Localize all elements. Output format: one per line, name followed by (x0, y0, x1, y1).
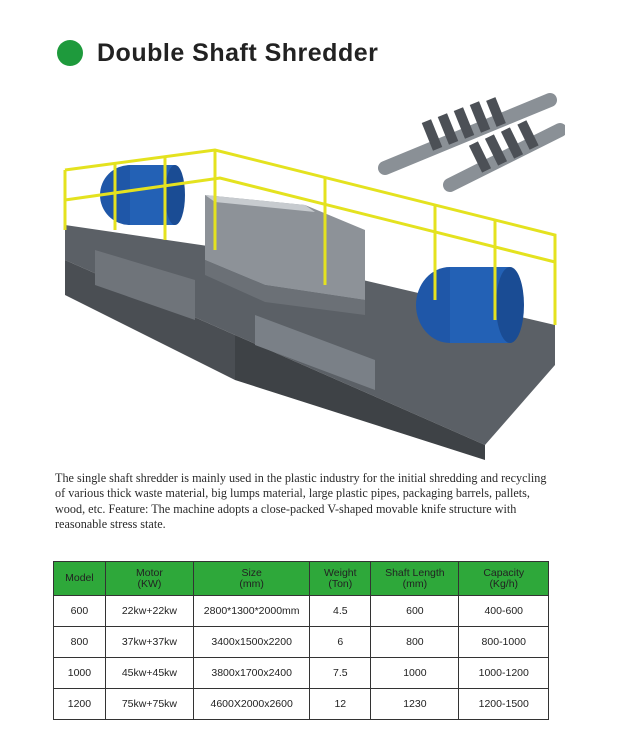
cell-motor: 22kw+22kw (105, 596, 193, 627)
shafts-image (385, 97, 560, 185)
cell-size: 3400x1500x2200 (194, 627, 310, 658)
cell-capacity: 1200-1500 (459, 689, 549, 720)
header-capacity: Capacity (Kg/h) (459, 562, 549, 596)
header-model: Model (54, 562, 106, 596)
page-title: Double Shaft Shredder (97, 38, 379, 67)
cell-size: 4600X2000x2600 (194, 689, 310, 720)
green-dot-icon (57, 40, 83, 66)
cell-shaft-length: 800 (371, 627, 459, 658)
cell-capacity: 400-600 (459, 596, 549, 627)
cell-capacity: 800-1000 (459, 627, 549, 658)
title-row (57, 38, 378, 68)
header-motor: Motor (KW) (105, 562, 193, 596)
cell-model: 800 (54, 627, 106, 658)
cell-motor: 37kw+37kw (105, 627, 193, 658)
motor-left (100, 165, 185, 225)
description-text: The single shaft shredder is mainly used in the plastic industry for the initial shredding and recycling of various thick waste material, big lumps material, large plastic pipes, packaging barrels, pallets, wood, etc. Feature: The machine adopts a close-packed V-shaped movable knife structure with reasonable stress state. (55, 471, 547, 531)
cell-motor: 75kw+75kw (105, 689, 193, 720)
cell-model: 1000 (54, 658, 106, 689)
table-row (54, 658, 549, 689)
table-row (54, 596, 549, 627)
cell-shaft-length: 1230 (371, 689, 459, 720)
motor-right (416, 267, 524, 343)
cell-size: 2800*1300*2000mm (194, 596, 310, 627)
header-size: Size (mm) (194, 562, 310, 596)
cell-size: 3800x1700x2400 (194, 658, 310, 689)
cell-model: 1200 (54, 689, 106, 720)
cell-weight: 6 (310, 627, 371, 658)
cell-model: 600 (54, 596, 106, 627)
table-header-row (54, 562, 549, 596)
header-shaft-length: Shaft Length (mm) (371, 562, 459, 596)
shredder-illustration (55, 90, 565, 460)
cell-motor: 45kw+45kw (105, 658, 193, 689)
cell-shaft-length: 1000 (371, 658, 459, 689)
cell-weight: 7.5 (310, 658, 371, 689)
table-row (54, 689, 549, 720)
cell-weight: 12 (310, 689, 371, 720)
spec-table (53, 561, 549, 720)
cell-weight: 4.5 (310, 596, 371, 627)
cell-capacity: 1000-1200 (459, 658, 549, 689)
cell-shaft-length: 600 (371, 596, 459, 627)
header-weight: Weight (Ton) (310, 562, 371, 596)
table-row (54, 627, 549, 658)
